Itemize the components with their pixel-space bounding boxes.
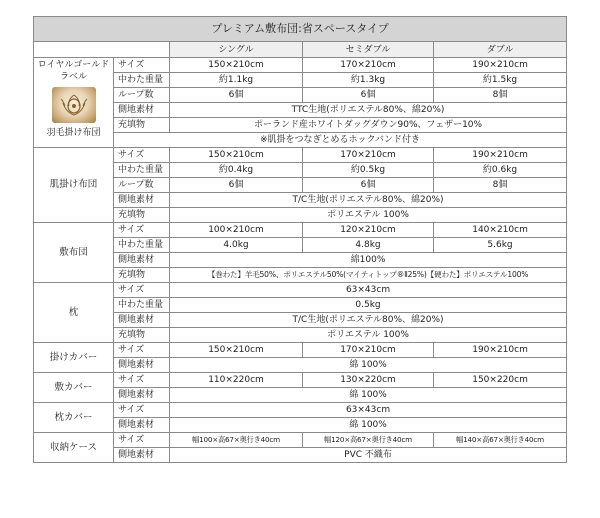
cell-value: TTC生地(ポリエステル80%、綿20%) <box>170 103 567 118</box>
cell-value: 綿 100% <box>170 418 567 433</box>
spec-table <box>33 16 567 463</box>
cell-value: 150×210cm <box>170 148 303 163</box>
attr-label: 充填物 <box>114 208 170 223</box>
cell-value: T/C生地(ポリエステル80%、綿20%) <box>170 193 567 208</box>
attr-label: ループ数 <box>114 178 170 193</box>
cell-value: 【巻わた】羊毛50%、ポリエステル50%(マイティトップ®Ⅱ25%)【硬わた】ポリエステル100% <box>170 268 567 283</box>
cell-value: 8個 <box>434 178 567 193</box>
attr-label: サイズ <box>114 148 170 163</box>
cell-value: 約1.5kg <box>434 73 567 88</box>
table-row <box>34 388 567 403</box>
title-row <box>34 17 567 42</box>
royal-gold-label-logo-icon <box>52 87 96 123</box>
category-shikibuton: 敷布団 <box>34 223 114 283</box>
cell-value: 140×210cm <box>434 223 567 238</box>
cell-value: 190×210cm <box>434 148 567 163</box>
attr-label: 側地素材 <box>114 388 170 403</box>
attr-label: 充填物 <box>114 268 170 283</box>
table-row <box>34 208 567 223</box>
cell-value: 170×210cm <box>303 58 434 73</box>
cell-value: 190×210cm <box>434 343 567 358</box>
attr-label: サイズ <box>114 403 170 418</box>
category-royal-line1: ロイヤルゴールド <box>37 60 110 70</box>
attr-label: サイズ <box>114 283 170 298</box>
cell-value: 幅140×高67×奥行き40cm <box>434 433 567 448</box>
cell-value: 150×210cm <box>170 58 303 73</box>
attr-label: 中わた重量 <box>114 238 170 253</box>
attr-label: 充填物 <box>114 118 170 133</box>
table-row <box>34 133 567 148</box>
cell-value: 6個 <box>303 88 434 103</box>
attr-label: サイズ <box>114 343 170 358</box>
cell-value: 120×210cm <box>303 223 434 238</box>
cell-value: 6個 <box>170 178 303 193</box>
note-cell: ※肌掛をつなぎとめるホックバンド付き <box>114 133 567 148</box>
attr-label: サイズ <box>114 373 170 388</box>
category-royal-line2: ラベル <box>59 72 87 82</box>
category-makuracover: 枕カバー <box>34 403 114 433</box>
cell-value: 約1.3kg <box>303 73 434 88</box>
table-row <box>34 298 567 313</box>
cell-value: 約1.1kg <box>170 73 303 88</box>
attr-label: 中わた重量 <box>114 298 170 313</box>
table-row <box>34 343 567 358</box>
cell-value: 170×210cm <box>303 343 434 358</box>
column-single: シングル <box>170 42 303 58</box>
table-row <box>34 178 567 193</box>
category-hadakake: 肌掛け布団 <box>34 148 114 223</box>
cell-value: PVC 不織布 <box>170 448 567 463</box>
cell-value: ポーランド産ホワイトダッグダウン90%、フェザー10% <box>170 118 567 133</box>
table-row <box>34 238 567 253</box>
attr-label: 側地素材 <box>114 418 170 433</box>
attr-label: 中わた重量 <box>114 163 170 178</box>
cell-value: 150×210cm <box>170 343 303 358</box>
cell-value: 綿100% <box>170 253 567 268</box>
cell-value: 綿 100% <box>170 358 567 373</box>
table-row <box>34 163 567 178</box>
cell-value: 6個 <box>170 88 303 103</box>
table-row <box>34 373 567 388</box>
table-row <box>34 103 567 118</box>
cell-value: 4.8kg <box>303 238 434 253</box>
cell-value: 0.5kg <box>170 298 567 313</box>
header-blank <box>34 42 170 58</box>
table-row <box>34 148 567 163</box>
cell-value: 約0.6kg <box>434 163 567 178</box>
cell-value: 190×210cm <box>434 58 567 73</box>
table-row <box>34 193 567 208</box>
cell-value: 幅100×高67×奥行き40cm <box>170 433 303 448</box>
table-row <box>34 448 567 463</box>
attr-label: 充填物 <box>114 328 170 343</box>
cell-value: 綿 100% <box>170 388 567 403</box>
category-makura: 枕 <box>34 283 114 343</box>
attr-label: ループ数 <box>114 88 170 103</box>
cell-value: 幅120×高67×奥行き40cm <box>303 433 434 448</box>
table-row <box>34 328 567 343</box>
cell-value: 100×210cm <box>170 223 303 238</box>
table-row <box>34 358 567 373</box>
cell-value: 130×220cm <box>303 373 434 388</box>
category-royal-line3: 羽毛掛け布団 <box>46 128 101 138</box>
attr-label: 中わた重量 <box>114 73 170 88</box>
cell-value: 63×43cm <box>170 403 567 418</box>
cell-value: 約0.5kg <box>303 163 434 178</box>
category-storage: 収納ケース <box>34 433 114 463</box>
cell-value: 63×43cm <box>170 283 567 298</box>
table-row <box>34 433 567 448</box>
column-header-row <box>34 42 567 58</box>
column-double: ダブル <box>434 42 567 58</box>
table-row <box>34 73 567 88</box>
attr-label: サイズ <box>114 58 170 73</box>
cell-value: 4.0kg <box>170 238 303 253</box>
cell-value: 8個 <box>434 88 567 103</box>
category-kakecover: 掛けカバー <box>34 343 114 373</box>
attr-label: 側地素材 <box>114 193 170 208</box>
category-royal <box>34 58 114 148</box>
table-row <box>34 268 567 283</box>
spec-table-container <box>33 16 566 463</box>
cell-value: 約0.4kg <box>170 163 303 178</box>
table-row <box>34 283 567 298</box>
cell-value: T/C生地(ポリエステル80%、綿20%) <box>170 313 567 328</box>
cell-value: 5.6kg <box>434 238 567 253</box>
attr-label: 側地素材 <box>114 358 170 373</box>
attr-label: サイズ <box>114 223 170 238</box>
attr-label: 側地素材 <box>114 253 170 268</box>
table-row <box>34 313 567 328</box>
cell-value: 110×220cm <box>170 373 303 388</box>
table-title: プレミアム敷布団:省スペースタイプ <box>34 17 567 42</box>
cell-value: 6個 <box>303 178 434 193</box>
cell-value: 150×220cm <box>434 373 567 388</box>
table-row <box>34 418 567 433</box>
table-row <box>34 88 567 103</box>
category-shikicover: 敷カバー <box>34 373 114 403</box>
table-row <box>34 118 567 133</box>
table-row <box>34 58 567 73</box>
table-row <box>34 223 567 238</box>
royal-gold-label-logo-svg <box>59 91 89 119</box>
cell-value: ポリエステル 100% <box>170 208 567 223</box>
cell-value: ポリエステル 100% <box>170 328 567 343</box>
attr-label: 側地素材 <box>114 448 170 463</box>
attr-label: サイズ <box>114 433 170 448</box>
cell-value: 170×210cm <box>303 148 434 163</box>
table-row <box>34 253 567 268</box>
table-row <box>34 403 567 418</box>
attr-label: 側地素材 <box>114 313 170 328</box>
column-semidouble: セミダブル <box>303 42 434 58</box>
attr-label: 側地素材 <box>114 103 170 118</box>
